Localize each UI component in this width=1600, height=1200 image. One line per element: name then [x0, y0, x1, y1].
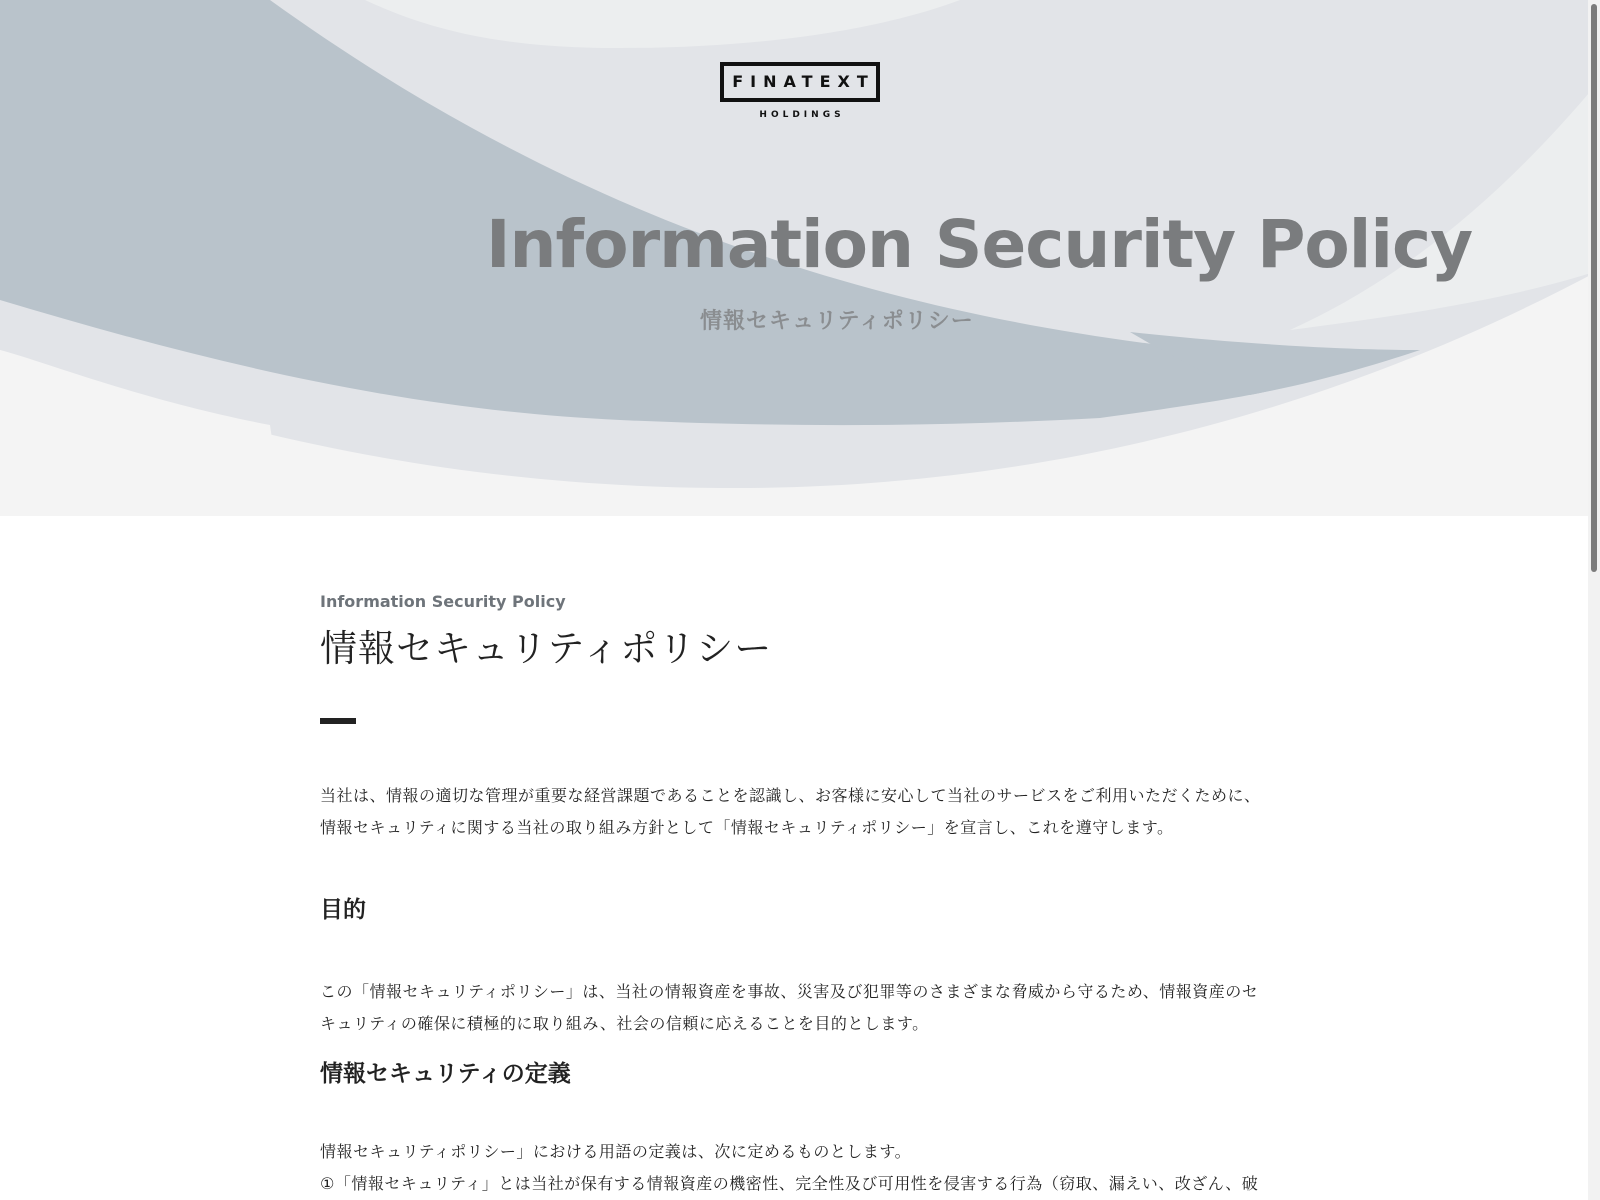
policy-content — [320, 590, 1270, 1200]
purpose-paragraph: この「情報セキュリティポリシー」は、当社の情報資産を事故、災害及び犯罪等のさまざまな脅威から守るため、情報資産のセキュリティの確保に積極的に取り組み、社会の信頼に応えることを目的とします。 — [320, 982, 1259, 1033]
definition-line: ①「情報セキュリティ」とは当社が保有する情報資産の機密性、完全性及び可用性を侵害する行為（窃取、漏えい、改ざん、破 — [320, 1174, 1259, 1193]
definition-paragraph — [320, 1136, 1270, 1200]
intro-paragraph: 当社は、情報の適切な管理が重要な経営課題であることを認識し、お客様に安心して当社のサービスをご利用いただくために、 情報セキュリティに関する当社の取り組み方針として「情報セキュリティポリシー」を宣言し、これを遵守します。 — [320, 786, 1261, 837]
hero-banner — [0, 0, 1600, 516]
logo-subtext: HOLDINGS — [759, 110, 845, 120]
page-title: 情報セキュリティポリシー — [320, 627, 773, 670]
finatext-logo[interactable] — [720, 62, 880, 120]
section-eyebrow: Information Security Policy — [320, 592, 566, 611]
scrollbar-thumb[interactable] — [1591, 4, 1597, 572]
page-scrollbar[interactable] — [1588, 0, 1600, 1200]
title-divider — [320, 718, 356, 724]
hero-subtitle: 情報セキュリティポリシー — [700, 309, 974, 334]
definition-line: 情報セキュリティポリシー」における用語の定義は、次に定めるものとします。 — [320, 1142, 912, 1161]
hero-title: Information Security Policy — [486, 206, 1473, 283]
logo-wordmark: FINATEXT — [720, 62, 880, 102]
definition-heading: 情報セキュリティの定義 — [320, 1061, 571, 1087]
purpose-heading: 目的 — [320, 897, 366, 923]
